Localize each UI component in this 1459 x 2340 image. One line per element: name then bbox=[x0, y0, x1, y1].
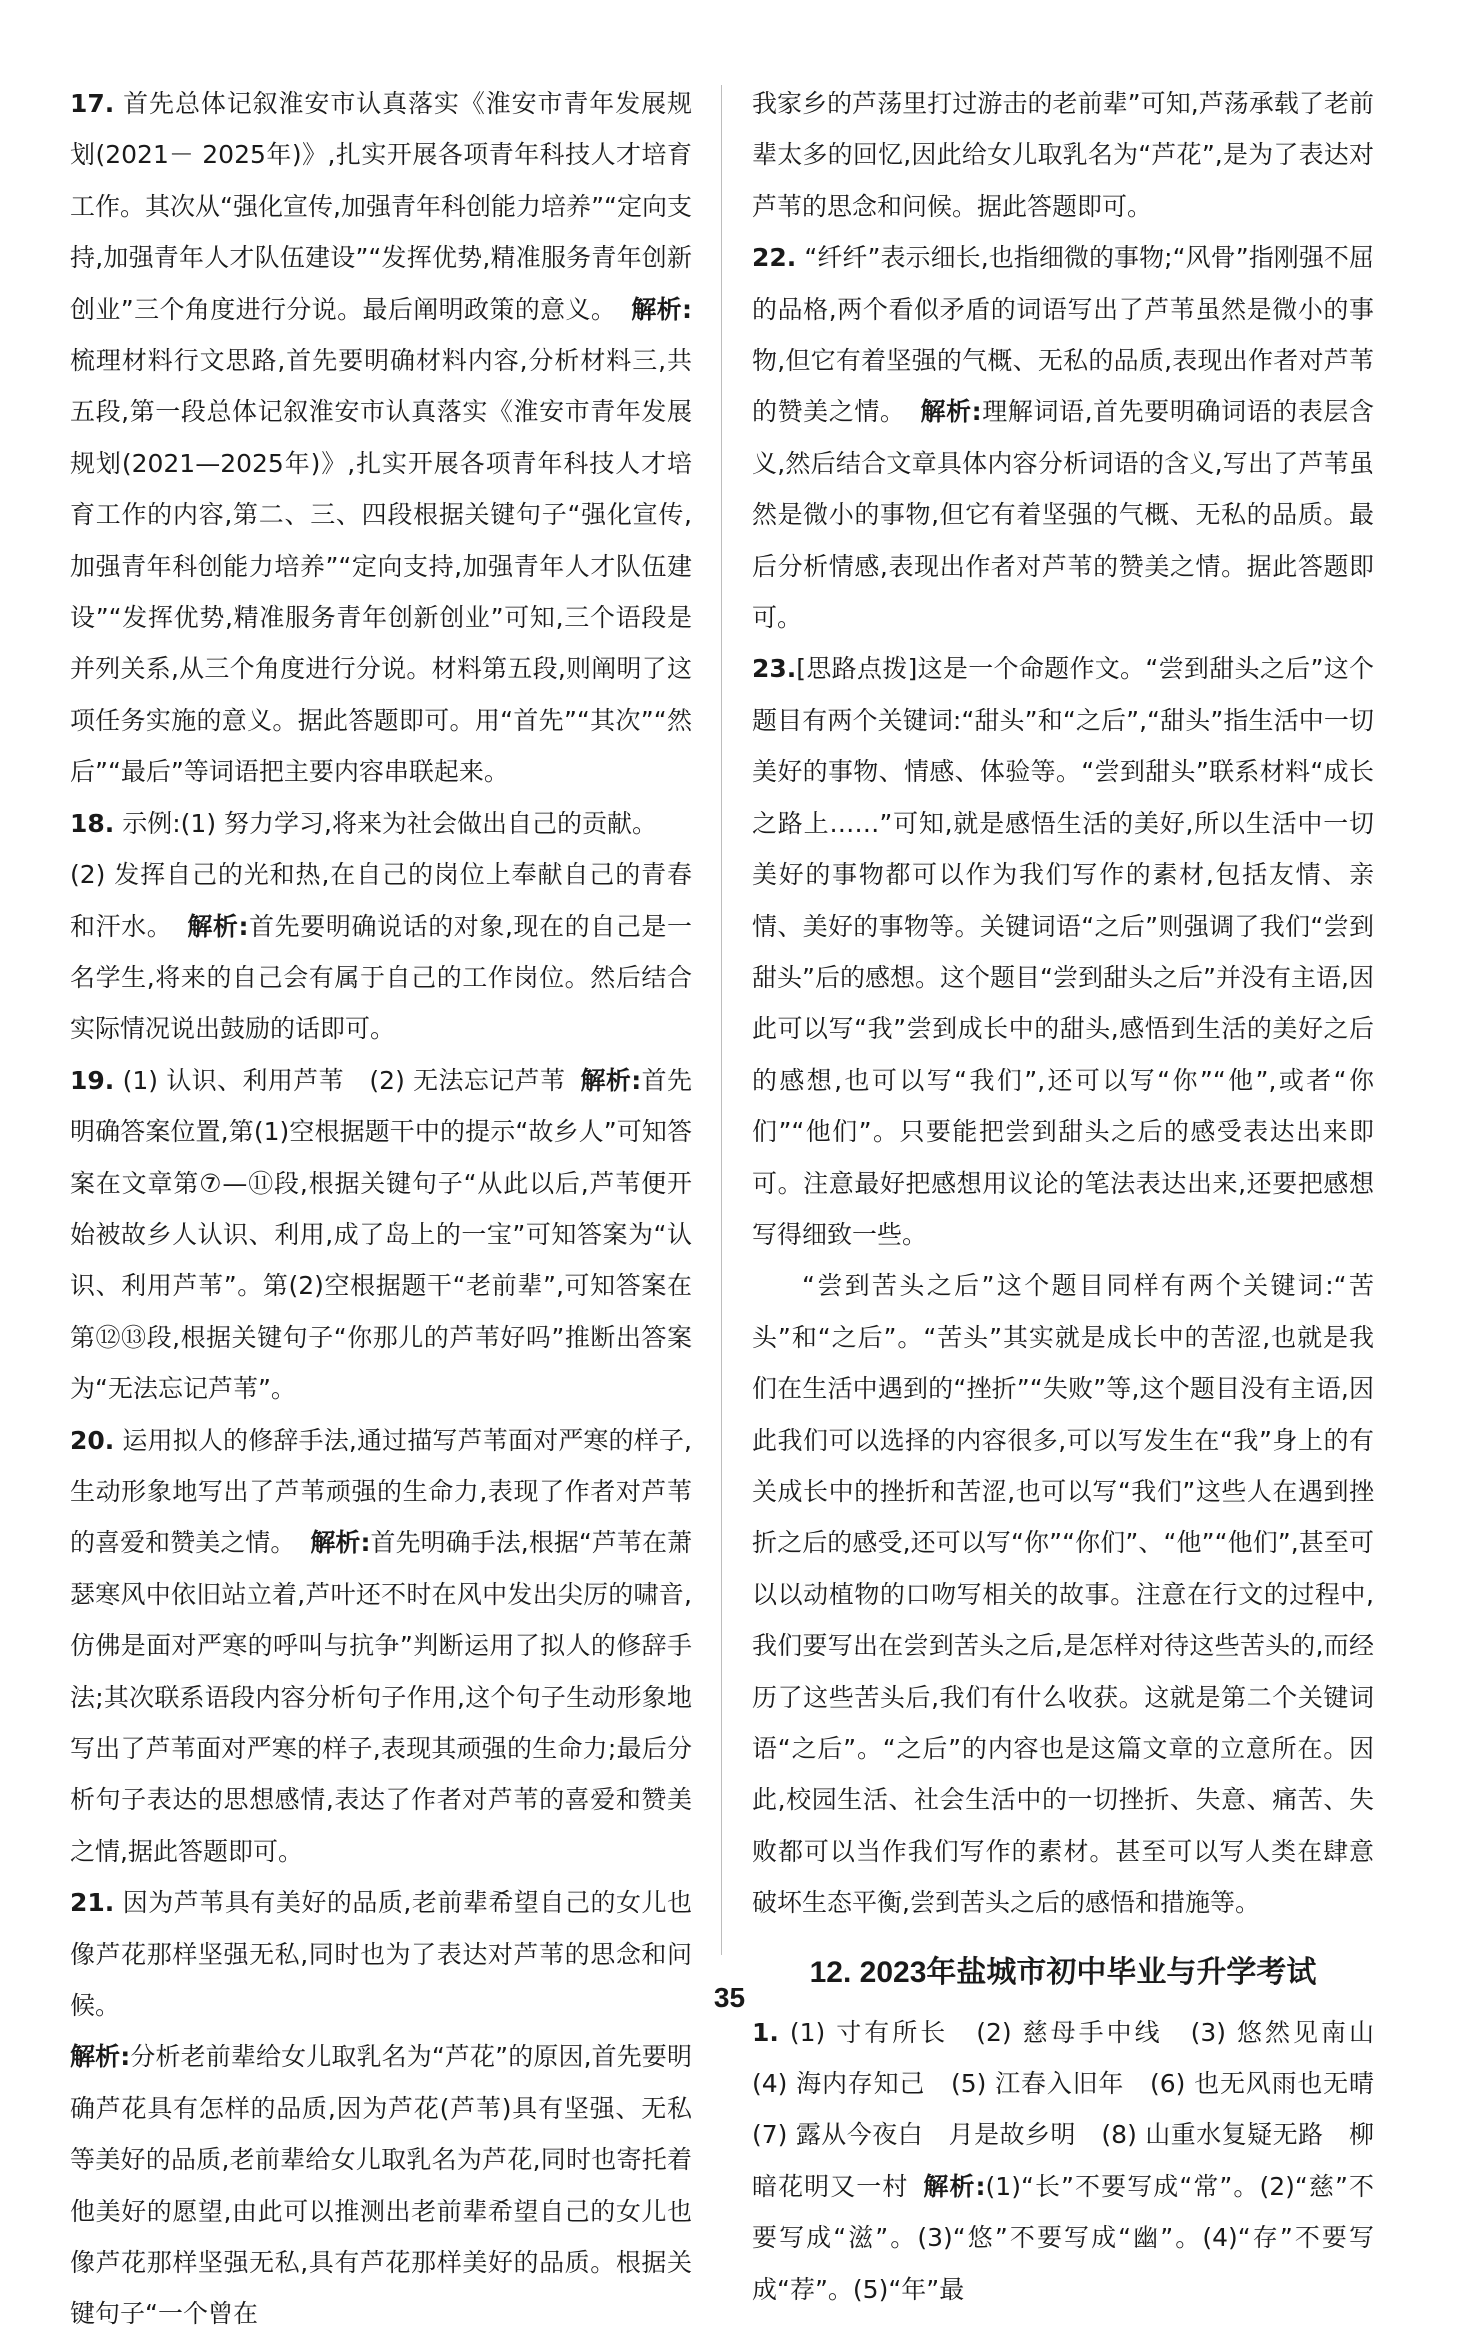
column-divider bbox=[721, 85, 722, 1955]
analysis-21-continued: 我家乡的芦荡里打过游击的老前辈”可知,芦荡承载了老前辈太多的回忆,因此给女儿取乳名为“芦花”,是为了表达对芦苇的思念和问候。据此答题即可。 bbox=[752, 89, 1374, 221]
essay-guide-paragraph-2: “尝到苦头之后”这个题目同样有两个关键词:“苦头”和“之后”。“苦头”其实就是成长中的苦涩,也就是我们在生活中遇到的“挫折”“失败”等,这个题目没有主语,因此我们可以选择的内容很多,可以写发生在“我”身上的有关成长中的挫折和苦涩,也可以写“我们”这些人在遇到挫折之后的感受,还可以写“你”“你们”、“他”“他们”,甚至可以以动植物的口吻写相关的故事。注意在行文的过程中,我们要写出在尝到苦头之后,是怎样对待这些苦头的,而经历了这些苦头后,我们有什么收获。这就是第二个关键词语“之后”。“之后”的内容也是这篇文章的立意所在。因此,校园生活、社会生活中的一切挫折、失意、痛苦、失败都可以当作我们写作的素材。甚至可以写人类在肆意破坏生态平衡,尝到苦头之后的感悟和措施等。 bbox=[752, 1271, 1374, 1918]
analysis-label: 解析: bbox=[580, 1065, 642, 1095]
analysis-label: 解析: bbox=[187, 911, 249, 941]
answer-19 bbox=[70, 1055, 692, 1415]
answer-text: 示例:(1) 努力学习,将来为社会做出自己的贡献。 bbox=[122, 808, 657, 838]
section-title: 12. 2023年盐城市初中毕业与升学考试 bbox=[809, 1955, 1317, 1989]
question-number: 17. bbox=[70, 89, 115, 118]
analysis-text: (1)“长”不要写成“常”。(2)“慈”不要写成“滋”。(3)“悠”不要写成“幽”。(4)“存”不要写成“荐”。(5)“年”最 bbox=[752, 2171, 1374, 2304]
answer-18 bbox=[70, 798, 692, 849]
question-number: 22. bbox=[752, 243, 797, 273]
thinking-tip-label: [思路点拨] bbox=[796, 654, 918, 684]
answer-text: (1) 认识、利用芦苇 (2) 无法忘记芦苇 bbox=[122, 1065, 566, 1095]
answer-text: 运用拟人的修辞手法,通过描写芦苇面对严寒的样子,生动形象地写出了芦苇顽强的生命力,表现了作者对芦苇的喜爱和赞美之情。 bbox=[70, 1425, 692, 1558]
analysis-text: 理解词语,首先要明确词语的表层含义,然后结合文章具体内容分析词语的含义,写出了芦苇虽然是微小的事物,但它有着坚强的气概、无私的品质。最后分析情感,表现出作者对芦苇的赞美之情。据此答题即可。 bbox=[752, 397, 1374, 633]
analysis-label: 解析: bbox=[920, 397, 982, 427]
answer-1 bbox=[752, 2007, 1400, 2315]
question-number: 21. bbox=[70, 1888, 115, 1918]
answer-text: (1) 寸有所长 (2) 慈母手中线 (3) 悠然见南山 (4) 海内存知己 (5) 江春入旧年 (6) 也无风雨也无晴 (7) 露从今夜白 月是故乡明 (8) 山重水复疑无路 柳暗花明又一村 bbox=[752, 2017, 1400, 2201]
answer-17 bbox=[70, 78, 692, 798]
analysis-label: 解析: bbox=[923, 2171, 986, 2201]
right-column bbox=[752, 78, 1400, 2315]
answer-23 bbox=[752, 643, 1374, 1260]
analysis-text: 首先明确答案位置,第(1)空根据题干中的提示“故乡人”可知答案在文章第⑦—⑪段,根据关键句子“从此以后,芦苇便开始被故乡人认识、利用,成了岛上的一宝”可知答案为“认识、利用芦苇”。第(2)空根据题干“老前辈”,可知答案在第⑫⑬段,根据关键句子“你那儿的芦苇好吗”推断出答案为“无法忘记芦苇”。 bbox=[70, 1065, 692, 1404]
answer-text: “纤纤”表示细长,也指细微的事物;“风骨”指刚强不屈的品格,两个看似矛盾的词语写出了芦苇虽然是微小的事物,但它有着坚强的气概、无私的品质,表现出作者对芦苇的赞美之情。 bbox=[752, 243, 1374, 427]
answer-18-part2 bbox=[70, 849, 692, 1055]
analysis-label: 解析: bbox=[70, 2042, 131, 2072]
answer-text: 首先总体记叙淮安市认真落实《淮安市青年发展规划(2021－ 2025年)》,扎实开展各项青年科技人才培育工作。其次从“强化宣传,加强青年科创能力培养”“定向支持,加强青年人才队伍建设”“发挥优势,精准服务青年创新创业”三个角度进行分说。最后阐明政策的意义。 bbox=[70, 89, 692, 324]
answer-20 bbox=[70, 1415, 692, 1878]
analysis-text: 首先明确手法,根据“芦苇在萧瑟寒风中依旧站立着,芦叶还不时在风中发出尖厉的啸音,仿佛是面对严寒的呼叫与抗争”判断运用了拟人的修辞手法;其次联系语段内容分析句子作用,这个句子生动形象地写出了芦苇面对严寒的样子,表现其顽强的生命力;最后分析句子表达的思想感情,表达了作者对芦苇的喜爱和赞美之情,据此答题即可。 bbox=[70, 1528, 692, 1866]
analysis-label: 解析: bbox=[631, 294, 692, 324]
answer-22 bbox=[752, 232, 1374, 643]
analysis-text: 梳理材料行文思路,首先要明确材料内容,分析材料三,共五段,第一段总体记叙淮安市认真落实《淮安市青年发展规划(2021—2025年)》,扎实开展各项青年科技人才培育工作的内容,第二、三、四段根据关键句子“强化宣传,加强青年科创能力培养”“定向支持,加强青年人才队伍建设”“发挥优势,精准服务青年创新创业”可知,三个语段是并列关系,从三个角度进行分说。材料第五段,则阐明了这项任务实施的意义。据此答题即可。用“首先”“其次”“然后”“最后”等词语把主要内容串联起来。 bbox=[70, 346, 692, 787]
analysis-label: 解析: bbox=[310, 1528, 371, 1558]
question-number: 19. bbox=[70, 1065, 115, 1095]
answer-text: 因为芦苇具有美好的品质,老前辈希望自己的女儿也像芦花那样坚强无私,同时也为了表达对芦苇的思念和问候。 bbox=[70, 1888, 692, 2021]
question-number: 18. bbox=[70, 808, 115, 838]
analysis-21 bbox=[70, 2031, 692, 2339]
question-number: 23. bbox=[752, 654, 797, 684]
question-number: 1. bbox=[752, 2017, 779, 2047]
analysis-text: 分析老前辈给女儿取乳名为“芦花”的原因,首先要明确芦花具有怎样的品质,因为芦花(芦苇)具有坚强、无私等美好的品质,老前辈给女儿取乳名为芦花,同时也寄托着他美好的愿望,由此可以推测出老前辈希望自己的女儿也像芦花那样坚强无私,具有芦花那样美好的品质。根据关键句子“一个曾在 bbox=[70, 2042, 693, 2329]
essay-guide-text: 这是一个命题作文。“尝到甜头之后”这个题目有两个关键词:“甜头”和“之后”,“甜头”指生活中一切美好的事物、情感、体验等。“尝到甜头”联系材料“成长之路上……”可知,就是感悟生活的美好,所以生活中一切美好的事物都可以作为我们写作的素材,包括友情、亲情、美好的事物等。关键词语“之后”则强调了我们“尝到甜头”后的感想。这个题目“尝到甜头之后”并没有主语,因此可以写“我”尝到成长中的甜头,感悟到生活的美好之后的感想,也可以写“我们”,还可以写“你”“他”,或者“你们”“他们”。只要能把尝到甜头之后的感受表达出来即可。注意最好把感想用议论的笔法表达出来,还要把感想写得细致一些。 bbox=[752, 654, 1374, 1249]
answer-text: (2) 发挥自己的光和热,在自己的岗位上奉献自己的青春和汗水。 bbox=[70, 860, 692, 941]
question-number: 20. bbox=[70, 1425, 115, 1455]
analysis-text: 首先要明确说话的对象,现在的自己是一名学生,将来的自己会有属于自己的工作岗位。然后结合实际情况说出鼓励的话即可。 bbox=[70, 911, 692, 1044]
page-number: 35 bbox=[713, 1982, 746, 2013]
